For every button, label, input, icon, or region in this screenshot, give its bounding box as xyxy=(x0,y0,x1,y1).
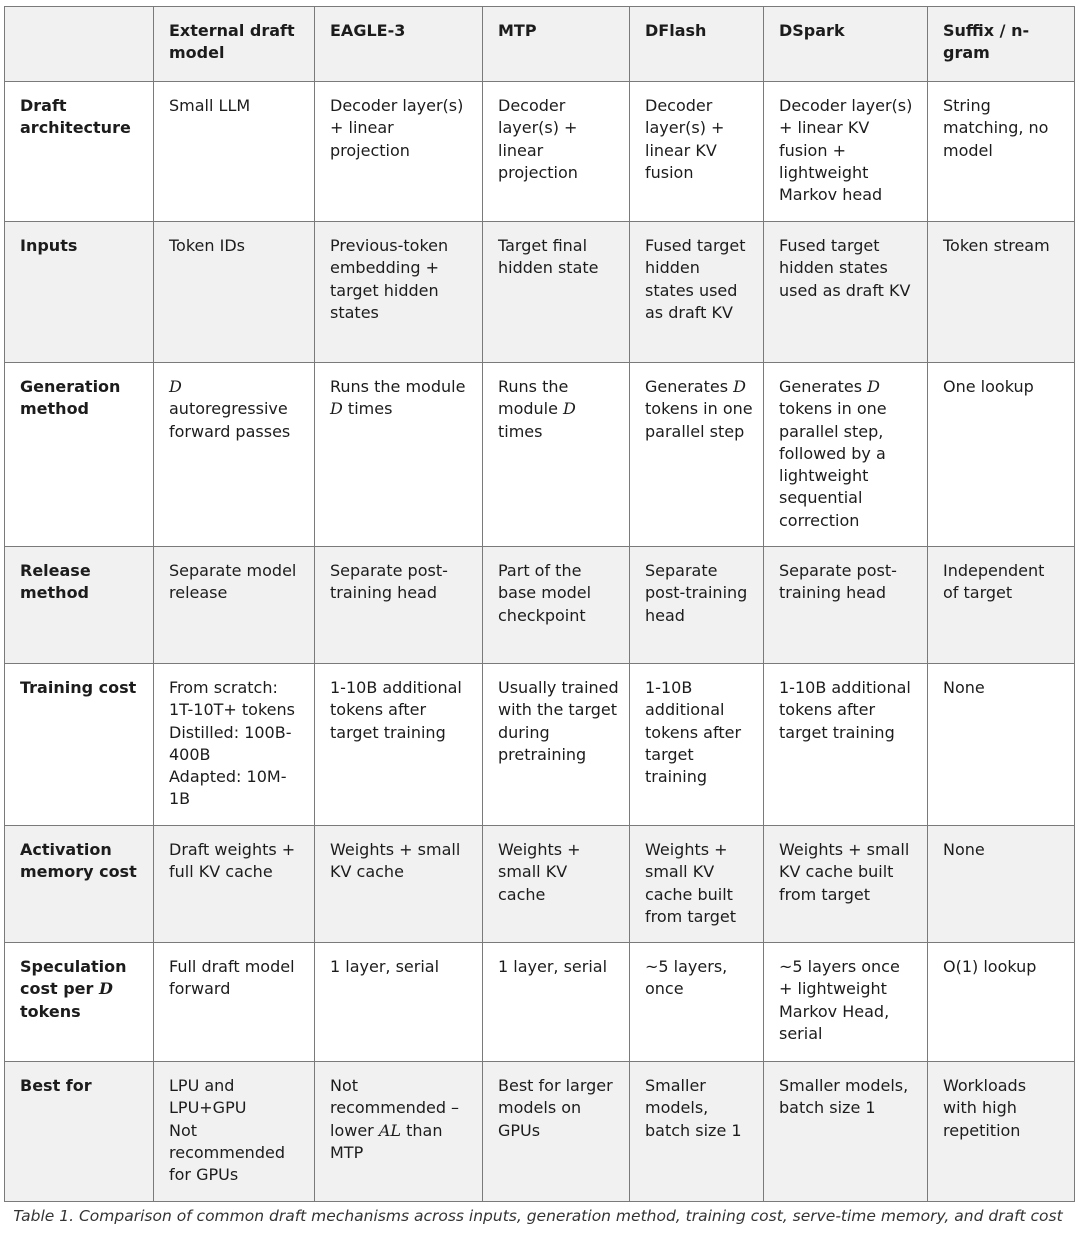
header-cell: DSpark xyxy=(764,7,928,82)
table-cell xyxy=(154,826,315,943)
table-cell xyxy=(315,363,483,547)
table-cell xyxy=(154,664,315,826)
cell-text: Token stream xyxy=(943,236,1050,255)
header-cell: MTP xyxy=(483,7,630,82)
table-cell xyxy=(928,82,1075,222)
cell-text: Weights + small KV cache built from target xyxy=(645,840,739,926)
cell-text: Runs the module D times xyxy=(498,377,581,441)
row-header-cell xyxy=(5,943,154,1062)
header-row xyxy=(5,7,1075,82)
math-symbol: D xyxy=(330,399,343,419)
table-cell xyxy=(630,363,764,547)
table-cell xyxy=(630,547,764,664)
cell-text: Fused target hidden states used as draft KV xyxy=(645,236,751,322)
cell-text: None xyxy=(943,840,985,859)
cell-text: Not recommended – lower AL than MTP xyxy=(330,1076,465,1162)
table-cell xyxy=(483,1062,630,1202)
cell-text: Target final hidden state xyxy=(498,236,599,278)
cell-text: String matching, no model xyxy=(943,96,1054,160)
cell-text: Release method xyxy=(20,561,97,603)
header-cell xyxy=(5,7,154,82)
table-cell xyxy=(764,222,928,363)
table-cell xyxy=(928,363,1075,547)
table-cell xyxy=(483,222,630,363)
table-row xyxy=(5,943,1075,1062)
cell-text: Token IDs xyxy=(169,236,245,255)
table-row xyxy=(5,82,1075,222)
cell-text: Runs the module D times xyxy=(330,377,471,419)
table-cell xyxy=(315,943,483,1062)
row-header-cell xyxy=(5,363,154,547)
cell-text: Generates D tokens in one parallel step xyxy=(645,377,758,441)
table-cell xyxy=(315,1062,483,1202)
cell-text: Separate post-training head xyxy=(645,561,753,625)
cell-text: Separate post-training head xyxy=(779,561,897,603)
cell-text: Small LLM xyxy=(169,96,251,115)
table-cell xyxy=(764,363,928,547)
cell-text: Weights + small KV cache built from target xyxy=(779,840,915,904)
table-cell xyxy=(154,547,315,664)
cell-text: Best for larger models on GPUs xyxy=(498,1076,618,1140)
table-cell xyxy=(928,664,1075,826)
math-symbol: D xyxy=(98,979,113,999)
table-cell xyxy=(764,547,928,664)
table-cell xyxy=(154,1062,315,1202)
header-cell: EAGLE-3 xyxy=(315,7,483,82)
cell-text: 1-10B additional tokens after target training xyxy=(645,678,747,787)
cell-text: Independent of target xyxy=(943,561,1050,603)
table-cell xyxy=(630,664,764,826)
cell-text: Smaller models, batch size 1 xyxy=(779,1076,914,1118)
cell-text: Separate post-training head xyxy=(330,561,448,603)
cell-text: Not recommended for GPUs xyxy=(169,1120,291,1185)
table-cell xyxy=(154,363,315,547)
cell-text: LPU and LPU+GPU xyxy=(169,1076,247,1118)
cell-text: None xyxy=(943,678,985,697)
table-cell xyxy=(483,82,630,222)
header-cell: Suffix / n-gram xyxy=(928,7,1075,82)
cell-text: 1 layer, serial xyxy=(498,957,608,976)
table-row xyxy=(5,664,1075,826)
cell-text: Full draft model forward xyxy=(169,957,300,999)
table-cell xyxy=(315,82,483,222)
header-cell: DFlash xyxy=(630,7,764,82)
cell-text: O(1) lookup xyxy=(943,957,1037,976)
cell-text: Inputs xyxy=(20,236,78,255)
cell-text: Generation method xyxy=(20,377,127,419)
table-cell xyxy=(154,943,315,1062)
cell-text: Draft architecture xyxy=(20,96,131,138)
cell-text: Smaller models, batch size 1 xyxy=(645,1076,742,1140)
cell-text: 1 layer, serial xyxy=(330,957,440,976)
table-cell xyxy=(928,826,1075,943)
table-cell xyxy=(928,547,1075,664)
table-cell xyxy=(764,1062,928,1202)
cell-text: Training cost xyxy=(20,678,137,697)
cell-text: Usually trained with the target during pretraining xyxy=(498,678,624,764)
cell-text: Decoder layer(s) + linear KV fusion xyxy=(645,96,730,182)
cell-text: Activation memory cost xyxy=(20,840,137,882)
table-row xyxy=(5,1062,1075,1202)
table-cell xyxy=(764,82,928,222)
cell-text: D autoregressive forward passes xyxy=(169,377,293,441)
table-row xyxy=(5,363,1075,547)
math-symbol: D xyxy=(867,377,880,396)
cell-text: Speculation cost per D tokens xyxy=(20,957,133,1021)
math-symbol: AL xyxy=(378,1120,402,1140)
table-cell xyxy=(764,943,928,1062)
cell-text: Decoder layer(s) + linear KV fusion + lightweight Markov head xyxy=(779,96,918,205)
table-cell xyxy=(315,222,483,363)
table-cell xyxy=(764,826,928,943)
math-symbol: D xyxy=(563,399,576,419)
table-cell xyxy=(764,664,928,826)
row-header-cell xyxy=(5,826,154,943)
cell-text: Decoder layer(s) + linear projection xyxy=(498,96,583,182)
table-row xyxy=(5,547,1075,664)
cell-text: Previous-token embedding + target hidden states xyxy=(330,236,454,322)
math-symbol: D xyxy=(169,377,182,396)
cell-text: Adapted: 10M-1B xyxy=(169,767,287,809)
table-cell xyxy=(483,363,630,547)
table-caption: Table 1. Comparison of common draft mechanisms across inputs, generation method, training cost, serve-time memory, and draft cost xyxy=(13,1207,1063,1225)
table-cell xyxy=(483,664,630,826)
cell-text: 1-10B additional tokens after target training xyxy=(330,678,467,742)
table-row xyxy=(5,826,1075,943)
cell-text: Decoder layer(s) + linear projection xyxy=(330,96,469,160)
table-cell xyxy=(315,547,483,664)
cell-text: One lookup xyxy=(943,377,1034,396)
cell-text: Best for xyxy=(20,1076,92,1095)
row-header-cell xyxy=(5,82,154,222)
cell-text: ~5 layers once + lightweight Markov Head, serial xyxy=(779,957,905,1043)
table-cell xyxy=(630,1062,764,1202)
table-cell xyxy=(630,826,764,943)
cell-text: Draft weights + full KV cache xyxy=(169,840,301,882)
row-header-cell xyxy=(5,1062,154,1202)
table-cell xyxy=(483,547,630,664)
cell-text: 1-10B additional tokens after target training xyxy=(779,678,916,742)
table-cell xyxy=(630,222,764,363)
cell-text: Workloads with high repetition xyxy=(943,1076,1032,1140)
table-cell xyxy=(154,82,315,222)
table-cell xyxy=(154,222,315,363)
cell-text: Distilled: 100B-400B xyxy=(169,722,292,764)
cell-text: ~5 layers, once xyxy=(645,957,733,999)
cell-text: Fused target hidden states used as draft KV xyxy=(779,236,911,300)
header-cell: External draft model xyxy=(154,7,315,82)
table-cell xyxy=(630,943,764,1062)
row-header-cell xyxy=(5,664,154,826)
comparison-table xyxy=(4,6,1075,1202)
math-symbol: D xyxy=(733,377,746,396)
cell-text: Weights + small KV cache xyxy=(330,840,466,882)
table-cell xyxy=(928,1062,1075,1202)
table-cell xyxy=(928,222,1075,363)
table-row xyxy=(5,222,1075,363)
table-cell xyxy=(483,826,630,943)
row-header-cell xyxy=(5,222,154,363)
cell-text: Generates D tokens in one parallel step, followed by a lightweight sequential correction xyxy=(779,377,892,530)
table-cell xyxy=(483,943,630,1062)
table-cell xyxy=(928,943,1075,1062)
table-cell xyxy=(315,664,483,826)
table-cell xyxy=(630,82,764,222)
row-header-cell xyxy=(5,547,154,664)
table-cell xyxy=(315,826,483,943)
cell-text: Part of the base model checkpoint xyxy=(498,561,597,625)
cell-text: Weights + small KV cache xyxy=(498,840,586,904)
cell-text: Separate model release xyxy=(169,561,302,603)
cell-text: From scratch: 1T-10T+ tokens xyxy=(169,678,295,720)
